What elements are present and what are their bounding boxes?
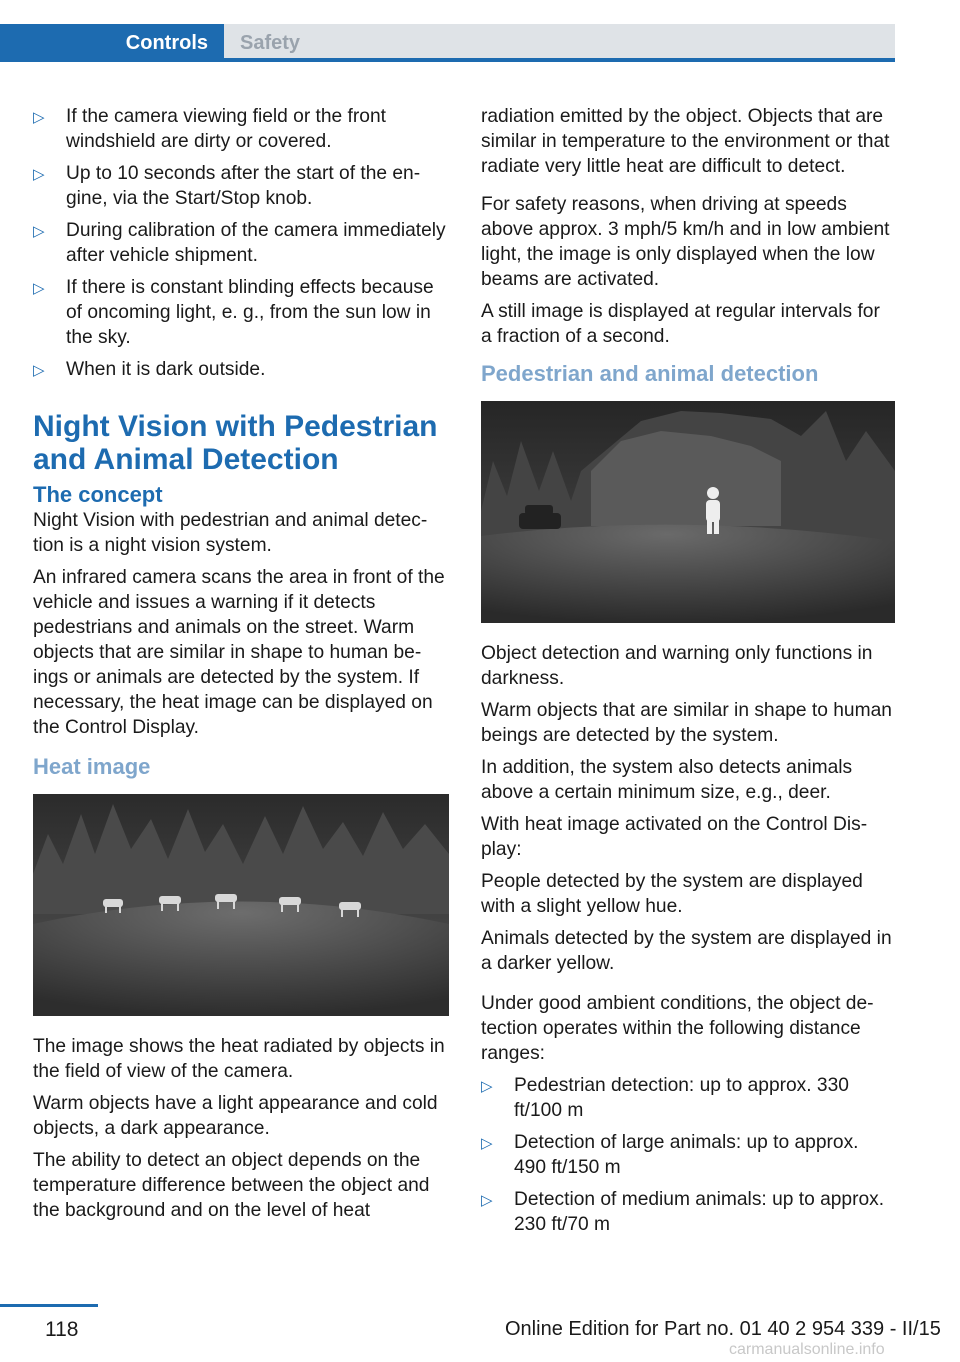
list-item: ▷ If there is constant blinding effects because of oncoming light, e. g., from the sun low in the sky.	[33, 277, 434, 348]
bullet-triangle-icon: ▷	[481, 1078, 493, 1095]
paragraph: Night Vision with pedestrian and animal detection is a night vision system.	[33, 510, 428, 556]
list-item: ▷ During calibration of the camera immediately after vehicle shipment.	[33, 220, 446, 266]
heat-image-figure	[33, 794, 449, 1016]
paragraph: The image shows the heat radiated by objects in the field of view of the camera.	[33, 1036, 445, 1082]
section-title: Night Vision with Pedestrian and Animal Detection	[33, 410, 438, 476]
left-column	[33, 104, 449, 1230]
bullet-triangle-icon: ▷	[33, 280, 45, 297]
paragraph: Warm objects have a light appearance and cold objects, a dark appearance.	[33, 1093, 438, 1139]
bullet-triangle-icon: ▷	[481, 1192, 493, 1209]
paragraph: With heat image activated on the Control Display:	[481, 814, 868, 860]
paragraph: Under good ambient conditions, the object detection operates within the following distance ranges:	[481, 993, 874, 1064]
footer-rule	[0, 1304, 98, 1307]
detection-heading: Pedestrian and animal detection	[481, 361, 819, 386]
section-tabbar	[0, 24, 895, 62]
bullet-triangle-icon: ▷	[33, 362, 45, 379]
paragraph: Animals detected by the system are displayed in a darker yellow.	[481, 928, 892, 974]
tab-safety[interactable]: Safety	[224, 24, 895, 62]
list-item: ▷ Pedestrian detection: up to approx. 330 ft/100 m	[481, 1075, 849, 1121]
watermark: carmanualsonline.info	[729, 1341, 885, 1358]
list-item: ▷ When it is dark outside.	[33, 357, 449, 382]
bullet-triangle-icon: ▷	[33, 223, 45, 240]
range-list	[481, 1073, 895, 1237]
paragraph: Object detection and warning only functions in darkness.	[481, 643, 873, 689]
bullet-triangle-icon: ▷	[33, 109, 45, 126]
list-item: ▷ Up to 10 seconds after the start of the engine, via the Start/Stop knob.	[33, 163, 421, 209]
paragraph: radiation emitted by the object. Objects that are similar in temperature to the environment or that radiate very little heat are difficult to detect.	[481, 106, 890, 177]
paragraph: People detected by the system are displayed with a slight yellow hue.	[481, 871, 863, 917]
paragraph: In addition, the system also detects animals above a certain minimum size, e.g., deer.	[481, 757, 853, 803]
conditions-list	[33, 104, 449, 382]
list-item: ▷ Detection of medium animals: up to approx. 230 ft/70 m	[481, 1189, 885, 1235]
paragraph: Warm objects that are similar in shape to human beings are detected by the system.	[481, 700, 892, 746]
concept-heading: The concept	[33, 482, 163, 507]
tab-controls[interactable]: Controls	[0, 24, 224, 62]
paragraph: An infrared camera scans the area in front of the vehicle and issues a warning if it detects pedestrians and animals on the street. Warm objects that are similar in shape to human beings or animals are detected by the system. If necessary, the heat image can be displayed on the Control Display.	[33, 567, 445, 738]
list-item: ▷ If the camera viewing field or the front windshield are dirty or covered.	[33, 106, 386, 152]
page-number: 118	[45, 1318, 79, 1341]
bullet-triangle-icon: ▷	[481, 1135, 493, 1152]
heat-image-heading: Heat image	[33, 754, 151, 779]
edition-note: Online Edition for Part no. 01 40 2 954 339 - II/15	[505, 1318, 941, 1340]
right-column	[481, 104, 895, 1244]
pedestrian-detection-figure	[481, 401, 895, 623]
list-item: ▷ Detection of large animals: up to approx. 490 ft/150 m	[481, 1132, 859, 1178]
header-rule	[0, 58, 895, 62]
paragraph: The ability to detect an object depends on the temperature difference between the object and the background and on the level of heat	[33, 1150, 430, 1221]
paragraph: A still image is displayed at regular intervals for a fraction of a second.	[481, 301, 880, 347]
paragraph: For safety reasons, when driving at speeds above approx. 3 mph/5 km/h and in low ambient light, the image is only displayed when the low beams are activated.	[481, 194, 890, 290]
bullet-triangle-icon: ▷	[33, 166, 45, 183]
